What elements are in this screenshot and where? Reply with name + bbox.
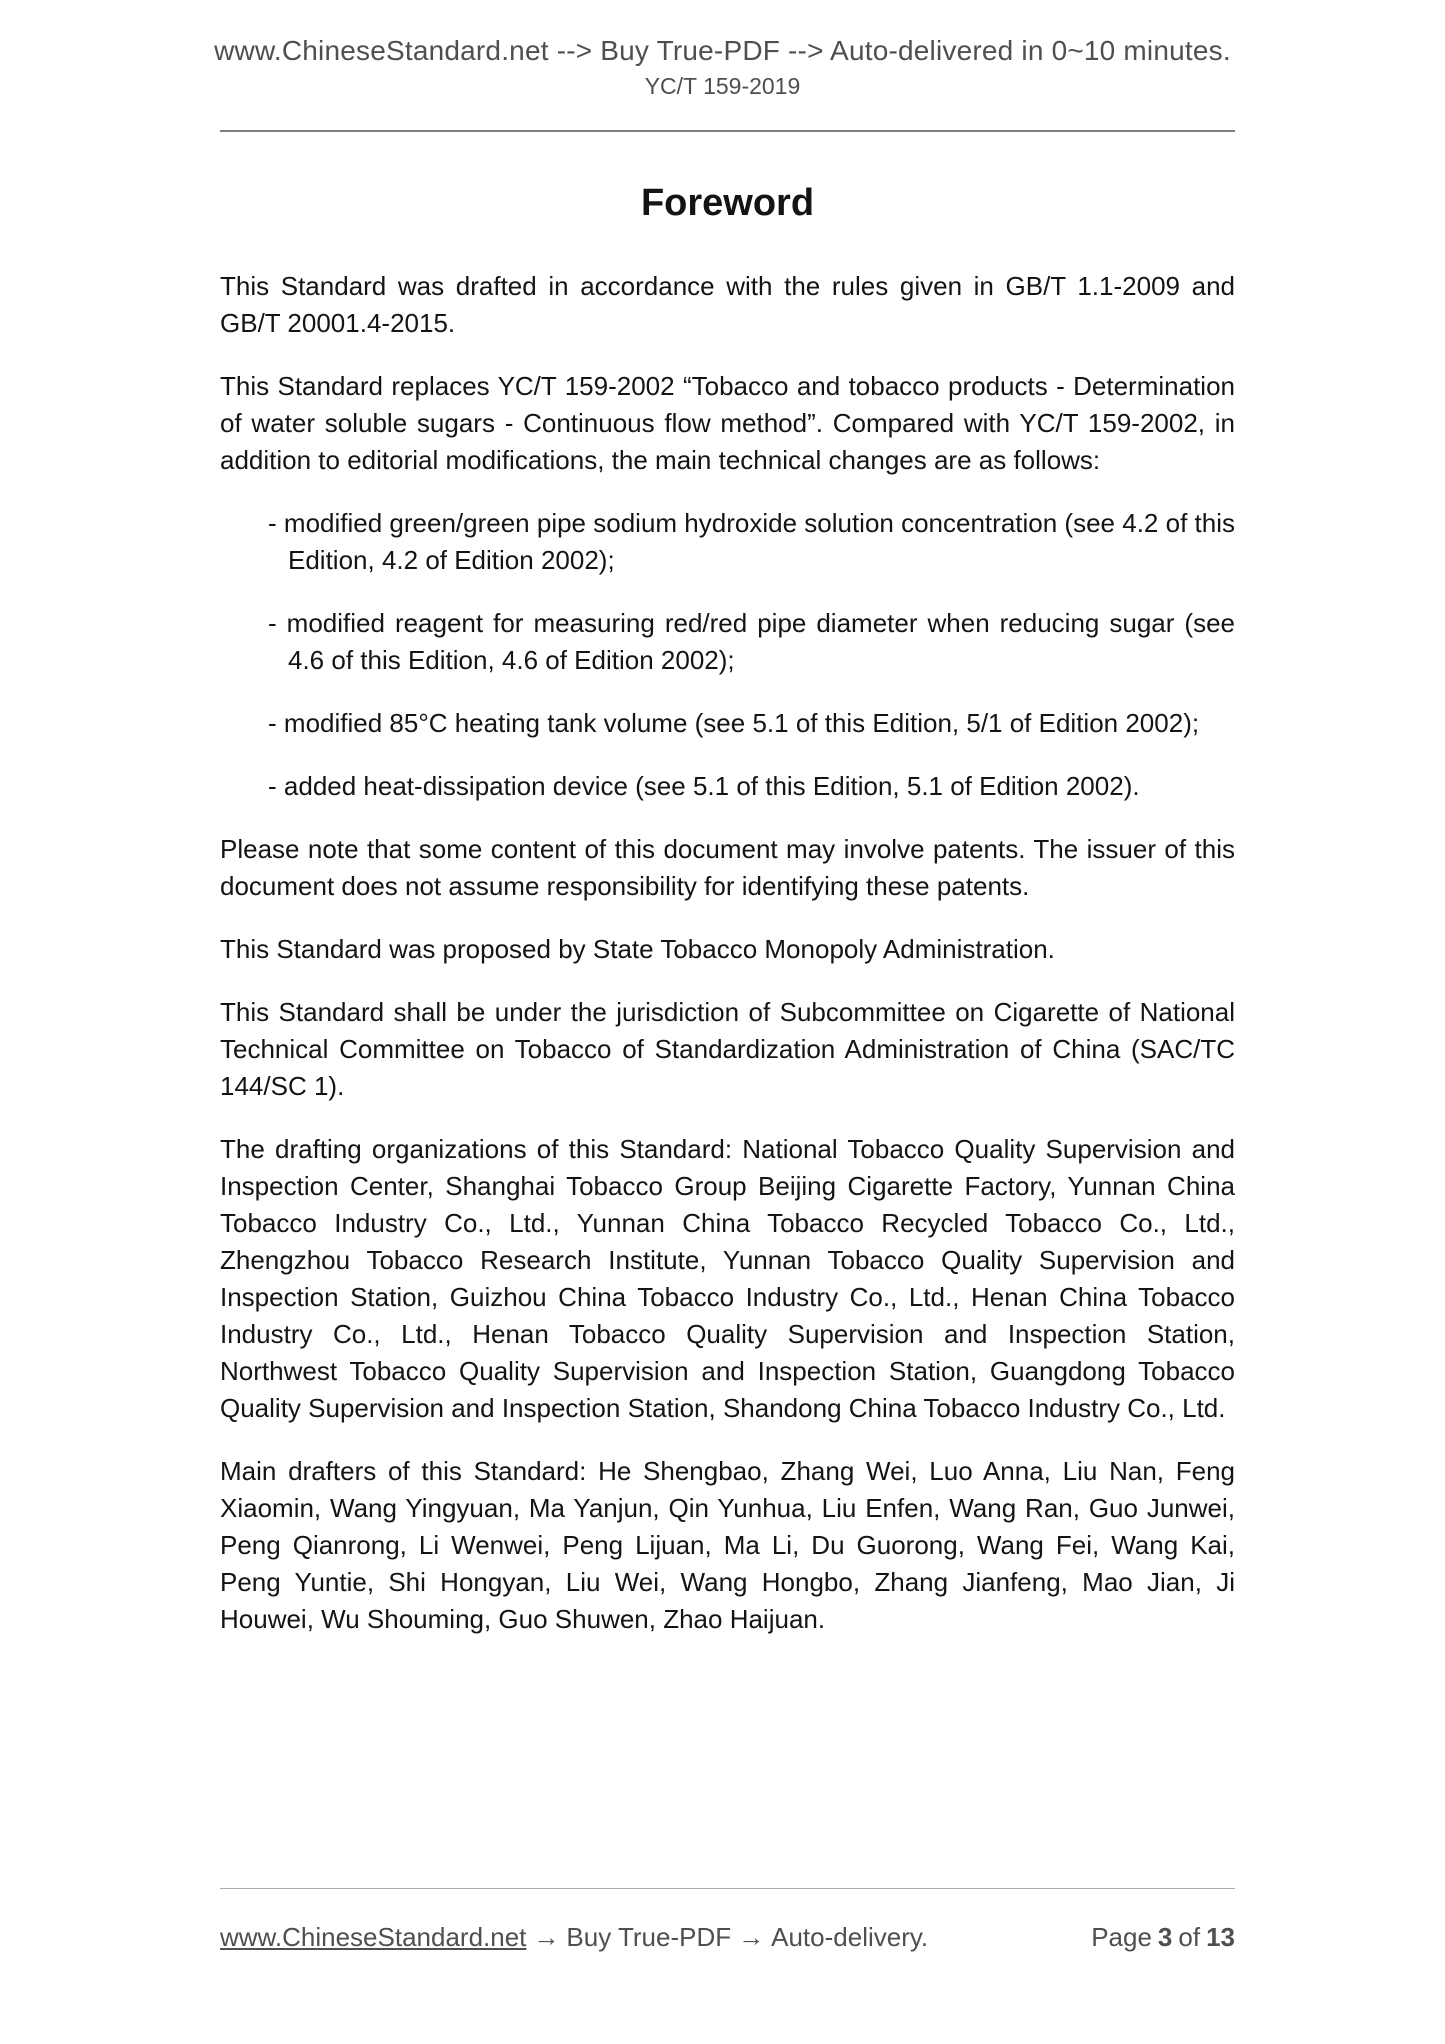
paragraph-patents-note: Please note that some content of this document may involve patents. The issuer of this document does not assume responsibility for identifying these patents. <box>220 834 1235 901</box>
page-label: Page <box>1091 1922 1152 1952</box>
footer-delivery-text: Auto-delivery. <box>771 1922 929 1952</box>
list-item <box>268 768 1235 805</box>
list-item-text: modified reagent for measuring red/red pipe diameter when reducing sugar (see 4.6 of this Edition, 4.6 of Edition 2002); <box>286 608 1235 675</box>
header-url-line: www.ChineseStandard.net --> Buy True-PDF --> Auto-delivered in 0~10 minutes. <box>214 35 1231 66</box>
document-body <box>220 182 1235 1638</box>
list-bullet: - <box>268 708 277 738</box>
footer-divider <box>220 1888 1235 1889</box>
footer-buy-text: Buy True-PDF <box>566 1922 732 1952</box>
paragraph-replaces: This Standard replaces YC/T 159-2002 “Tobacco and tobacco products - Determination of water soluble sugars - Continuous flow method”. Compared with YC/T 159-2002, in addition to editorial modifications, the main technical changes are as follows: <box>220 371 1235 475</box>
list-item <box>268 505 1235 579</box>
list-item-text: added heat-dissipation device (see 5.1 of this Edition, 5.1 of Edition 2002). <box>283 771 1140 801</box>
paragraph-proposed-by: This Standard was proposed by State Tobacco Monopoly Administration. <box>220 934 1055 964</box>
list-bullet: - <box>268 608 277 638</box>
page-title: Foreword <box>640 182 815 224</box>
paragraph-drafting-rules: This Standard was drafted in accordance with the rules given in GB/T 1.1-2009 and GB/T 20001.4-2015. <box>220 271 1235 338</box>
list-item <box>268 705 1235 742</box>
document-footer <box>220 1888 1235 1953</box>
arrow-right-icon: → <box>738 1922 765 1952</box>
list-bullet: - <box>268 508 277 538</box>
page-of-label: of <box>1178 1922 1201 1952</box>
paragraph-main-drafters: Main drafters of this Standard: He Shengbao, Zhang Wei, Luo Anna, Liu Nan, Feng Xiaomin, Wang Yingyuan, Ma Yanjun, Qin Yunhua, Liu Enfen, Wang Ran, Guo Junwei, Peng Qianrong, Li Wenwei, Peng Lijuan, Ma Li, Du Guorong, Wang Fei, Wang Kai, Peng Yuntie, Shi Hongyan, Liu Wei, Wang Hongbo, Zhang Jianfeng, Mao Jian, Ji Houwei, Wu Shouming, Guo Shuwen, Zhao Haijuan. <box>220 1456 1235 1634</box>
page-current: 3 <box>1157 1922 1173 1952</box>
footer-site-link[interactable]: www.ChineseStandard.net <box>220 1922 527 1952</box>
paragraph-drafting-organizations: The drafting organizations of this Standard: National Tobacco Quality Supervision and Inspection Center, Shanghai Tobacco Group Beijing Cigarette Factory, Yunnan China Tobacco Industry Co., Ltd., Yunnan China Tobacco Recycled Tobacco Co., Ltd., Zhengzhou Tobacco Research Institute, Yunnan Tobacco Quality Supervision and Inspection Station, Guizhou China Tobacco Industry Co., Ltd., Henan China Tobacco Industry Co., Ltd., Henan Tobacco Quality Supervision and Inspection Station, Northwest Tobacco Quality Supervision and Inspection Station, Guangdong Tobacco Quality Supervision and Inspection Station, Shandong China Tobacco Industry Co., Ltd. <box>220 1134 1235 1423</box>
header-standard-number: YC/T 159-2019 <box>644 73 801 99</box>
footer-left <box>220 1921 928 1953</box>
technical-changes-list <box>220 505 1235 805</box>
page-indicator <box>1085 1921 1235 1953</box>
list-item-text: modified green/green pipe sodium hydroxide solution concentration (see 4.2 of this Edition, 4.2 of Edition 2002); <box>283 508 1235 575</box>
list-bullet: - <box>268 771 277 801</box>
document-header <box>0 0 1445 132</box>
list-item-text: modified 85°C heating tank volume (see 5.1 of this Edition, 5/1 of Edition 2002); <box>283 708 1200 738</box>
arrow-right-icon: → <box>533 1922 560 1952</box>
page-total: 13 <box>1206 1922 1235 1952</box>
paragraph-jurisdiction: This Standard shall be under the jurisdiction of Subcommittee on Cigarette of National Technical Committee on Tobacco of Standardization Administration of China (SAC/TC 144/SC 1). <box>220 997 1235 1101</box>
header-divider <box>220 130 1235 132</box>
list-item <box>268 605 1235 679</box>
